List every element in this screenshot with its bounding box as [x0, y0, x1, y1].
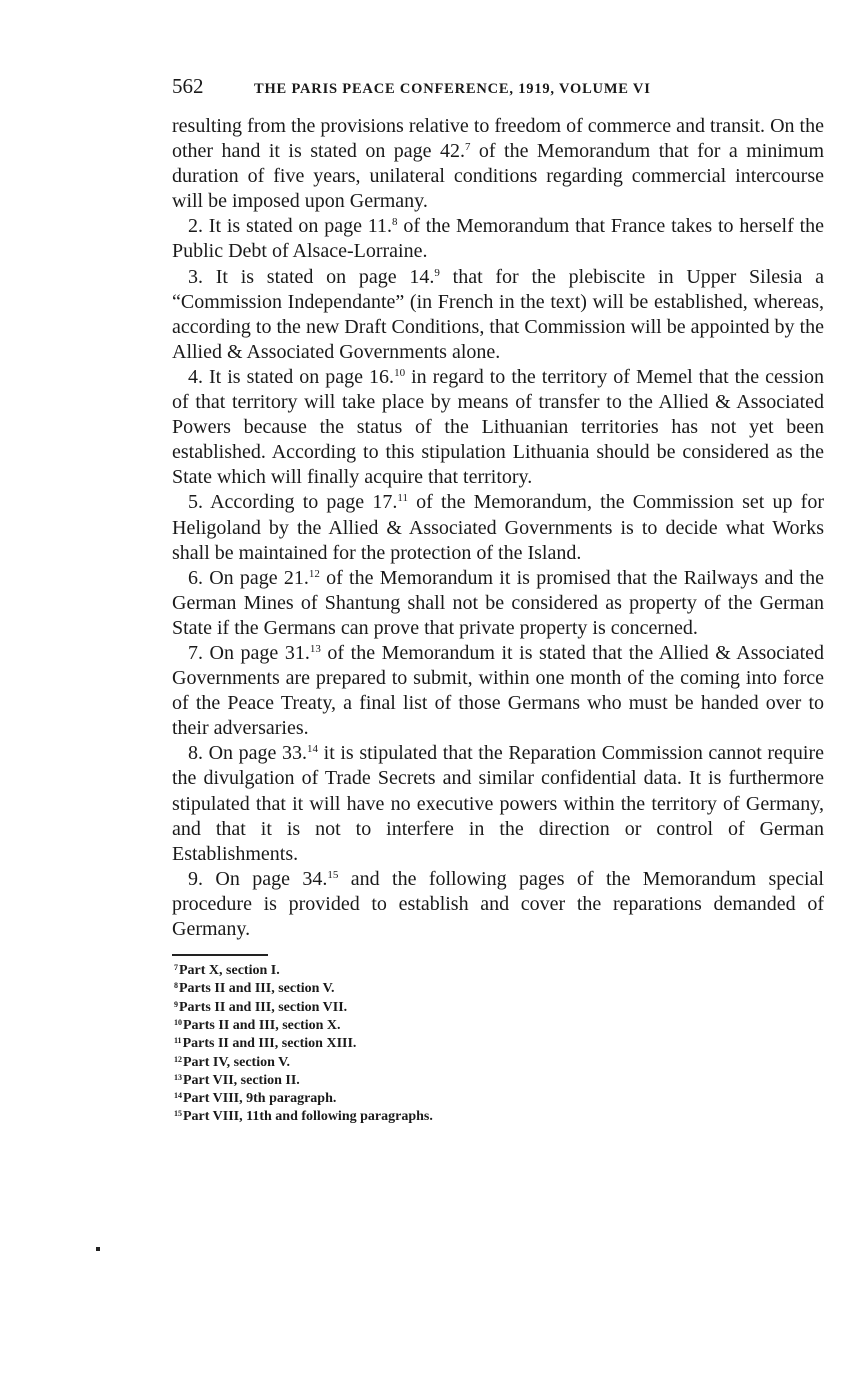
footnote-item: $^9$Parts II and III, section VII. [174, 999, 348, 1015]
footnotes [172, 960, 824, 1125]
paragraph-item-6: 6. On page 21.12 of the Memorandum it is promised that the Railways and the German Mines of Shantung shall not be considered as property of the German State if the Germans can prove that private property is concerned. [172, 566, 824, 639]
footnote-item: $^{12}$Part IV, section V. [174, 1054, 290, 1070]
footnote-ref: 13 [309, 642, 321, 655]
footnote-ref: 15 [327, 868, 339, 881]
paragraph-item-8: 8. On page 33.14 it is stipulated that the Reparation Commission cannot require the divulgation of Trade Secrets and similar confidential data. It is furthermore stipulated that it will have no executive powers within the territory of Germany, and that it is not to interfere in the direction or control of German Establishments. [172, 742, 824, 865]
footnote-item: $^{10}$Parts II and III, section X. [174, 1017, 341, 1033]
footnote-item: $^7$Part X, section I. [174, 963, 280, 979]
footnote-ref: 14 [307, 743, 319, 756]
paragraph-item-5: 5. According to page 17.11 of the Memorandum, the Commission set up for Heligoland by the Allied & Associated Governments is to decide what Works shall be maintained for the protection of the Island. [172, 491, 825, 564]
footnote-item: $^{11}$Parts II and III, section XIII. [174, 1036, 357, 1052]
paragraph-item-9: 9. On page 34.15 and the following pages of the Memorandum special procedure is provided to establish and cover the reparations demanded of Germany. [172, 867, 824, 940]
footnote-ref: 7 [464, 141, 471, 154]
footnote-ref: 8 [392, 216, 398, 229]
footnote-item: $^{15}$Part VIII, 11th and following paragraphs. [174, 1109, 433, 1125]
running-title: THE PARIS PEACE CONFERENCE, 1919, VOLUME VI [254, 81, 651, 97]
paragraph-continuation: resulting from the provisions relative to freedom of commerce and transit. On the other hand it is stated on page 42.$^7$ of the Memorandum that for a minimum duration of five years, unilateral conditions regarding commercial intercourse will be imposed upon Germany. [172, 115, 825, 213]
footnote-divider [172, 954, 268, 956]
document-page [172, 74, 824, 1125]
footnote-ref: 11 [397, 492, 408, 505]
paragraph-item-2: 2. It is stated on page 11.$^8$ of the Memorandum that France takes to herself the Public Debt of Alsace-Lorraine. [172, 215, 825, 263]
footnote-item: $^{13}$Part VII, section II. [174, 1072, 300, 1088]
paragraph-item-7: 7. On page 31.13 of the Memorandum it is stated that the Allied & Associated Governments are prepared to submit, within one month of the coming into force of the Peace Treaty, a final list of those Germans who must be handed over to their adversaries. [172, 641, 825, 740]
running-head [172, 74, 824, 104]
footnote-ref: 9 [434, 266, 440, 279]
body-text [172, 114, 824, 942]
footnote-item: $^{14}$Part VIII, 9th paragraph. [174, 1091, 337, 1107]
page-number: 562 [172, 74, 204, 98]
paragraph-item-4: 4. It is stated on page 16.10 in regard to the territory of Memel that the cession of that territory will take place by means of transfer to the Allied & Associated Powers because the status of the Lithuanian territories has not yet been established. According to this stipulation Lithuania should be considered as the State which will finally acquire that territory. [172, 365, 824, 489]
footnote-ref: 10 [394, 366, 406, 379]
footnote-ref: 12 [308, 567, 320, 580]
paragraph-item-3: 3. It is stated on page 14.$^9$ that for the plebiscite in Upper Silesia a “Commission Independante” (in French in the text) will be established, whereas, according to the new Draft Conditions, that Commission will be appointed by the Allied & Associated Governments alone. [172, 265, 824, 363]
footnote-item: $^8$Parts II and III, section V. [174, 981, 335, 997]
scan-speck [96, 1247, 100, 1251]
